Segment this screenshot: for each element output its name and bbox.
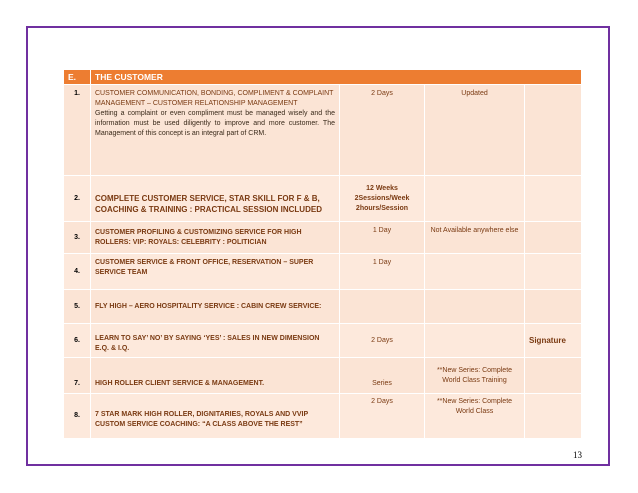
row-duration: Series <box>340 358 425 394</box>
row-title: LEARN TO SAY’ NO’ BY SAYING ‘YES’ : SALES IN NEW DIMENSION E.Q. & I.Q. <box>91 324 340 358</box>
row-number: 7. <box>64 358 91 394</box>
row-duration: 2 Days <box>340 394 425 439</box>
table-row <box>64 176 582 222</box>
row-duration: 1 Day <box>340 254 425 290</box>
table-row <box>64 290 582 324</box>
row-status: Not Available anywhere else <box>425 222 525 254</box>
row-duration <box>340 290 425 324</box>
row-number: 1. <box>64 85 91 176</box>
row-status: **New Series: Complete World Class <box>425 394 525 439</box>
row-status: **New Series: Complete World Class Training <box>425 358 525 394</box>
row-duration: 2 Days <box>340 324 425 358</box>
table-row <box>64 85 582 176</box>
row-number: 6. <box>64 324 91 358</box>
course-table <box>63 69 582 439</box>
row-duration: 1 Day <box>340 222 425 254</box>
row-status <box>425 176 525 222</box>
row-status <box>425 290 525 324</box>
row-extra <box>525 222 582 254</box>
row-status <box>425 254 525 290</box>
row-title: FLY HIGH – AERO HOSPITALITY SERVICE : CABIN CREW SERVICE: <box>91 290 340 324</box>
row-title: CUSTOMER PROFILING & CUSTOMIZING SERVICE FOR HIGH ROLLERS: VIP: ROYALS: CELEBRITY : POLITICIAN <box>91 222 340 254</box>
row-number: 4. <box>64 254 91 290</box>
row-title: CUSTOMER SERVICE & FRONT OFFICE, RESERVATION – SUPER SERVICE TEAM <box>91 254 340 290</box>
row-number: 8. <box>64 394 91 439</box>
table-row <box>64 254 582 290</box>
table-row <box>64 358 582 394</box>
table-row <box>64 394 582 439</box>
row-status: Updated <box>425 85 525 176</box>
row-extra <box>525 85 582 176</box>
section-header-row <box>64 70 582 85</box>
row-title-cell <box>91 85 340 176</box>
row-extra <box>525 290 582 324</box>
row-description: Getting a complaint or even compliment must be managed wisely and the information must be used diligently to improve and more customer. The Management of this concept is an integral part of CRM. <box>95 110 335 137</box>
table-row <box>64 324 582 358</box>
row-duration: 12 Weeks 2Sessions/Week 2hours/Session <box>340 176 425 222</box>
row-title: CUSTOMER COMMUNICATION, BONDING, COMPLIMENT & COMPLAINT MANAGEMENT – CUSTOMER RELATIONSHIP MANAGEMENT <box>95 90 334 107</box>
row-number: 2. <box>64 176 91 222</box>
row-title: COMPLETE CUSTOMER SERVICE, STAR SKILL FOR F & B, COACHING & TRAINING : PRACTICAL SESSION INCLUDED <box>91 176 340 222</box>
row-extra <box>525 394 582 439</box>
section-number: E. <box>64 70 91 85</box>
section-title: THE CUSTOMER <box>91 70 582 85</box>
row-extra <box>525 358 582 394</box>
row-title: HIGH ROLLER CLIENT SERVICE & MANAGEMENT. <box>91 358 340 394</box>
row-duration: 2 Days <box>340 85 425 176</box>
row-status <box>425 324 525 358</box>
row-number: 3. <box>64 222 91 254</box>
row-title: 7 STAR MARK HIGH ROLLER, DIGNITARIES, ROYALS AND VVIP CUSTOM SERVICE COACHING: “A CLASS ABOVE THE REST” <box>91 394 340 439</box>
row-extra <box>525 176 582 222</box>
row-extra <box>525 254 582 290</box>
table-row <box>64 222 582 254</box>
row-extra: Signature <box>525 324 582 358</box>
page-number: 13 <box>573 450 582 460</box>
row-number: 5. <box>64 290 91 324</box>
